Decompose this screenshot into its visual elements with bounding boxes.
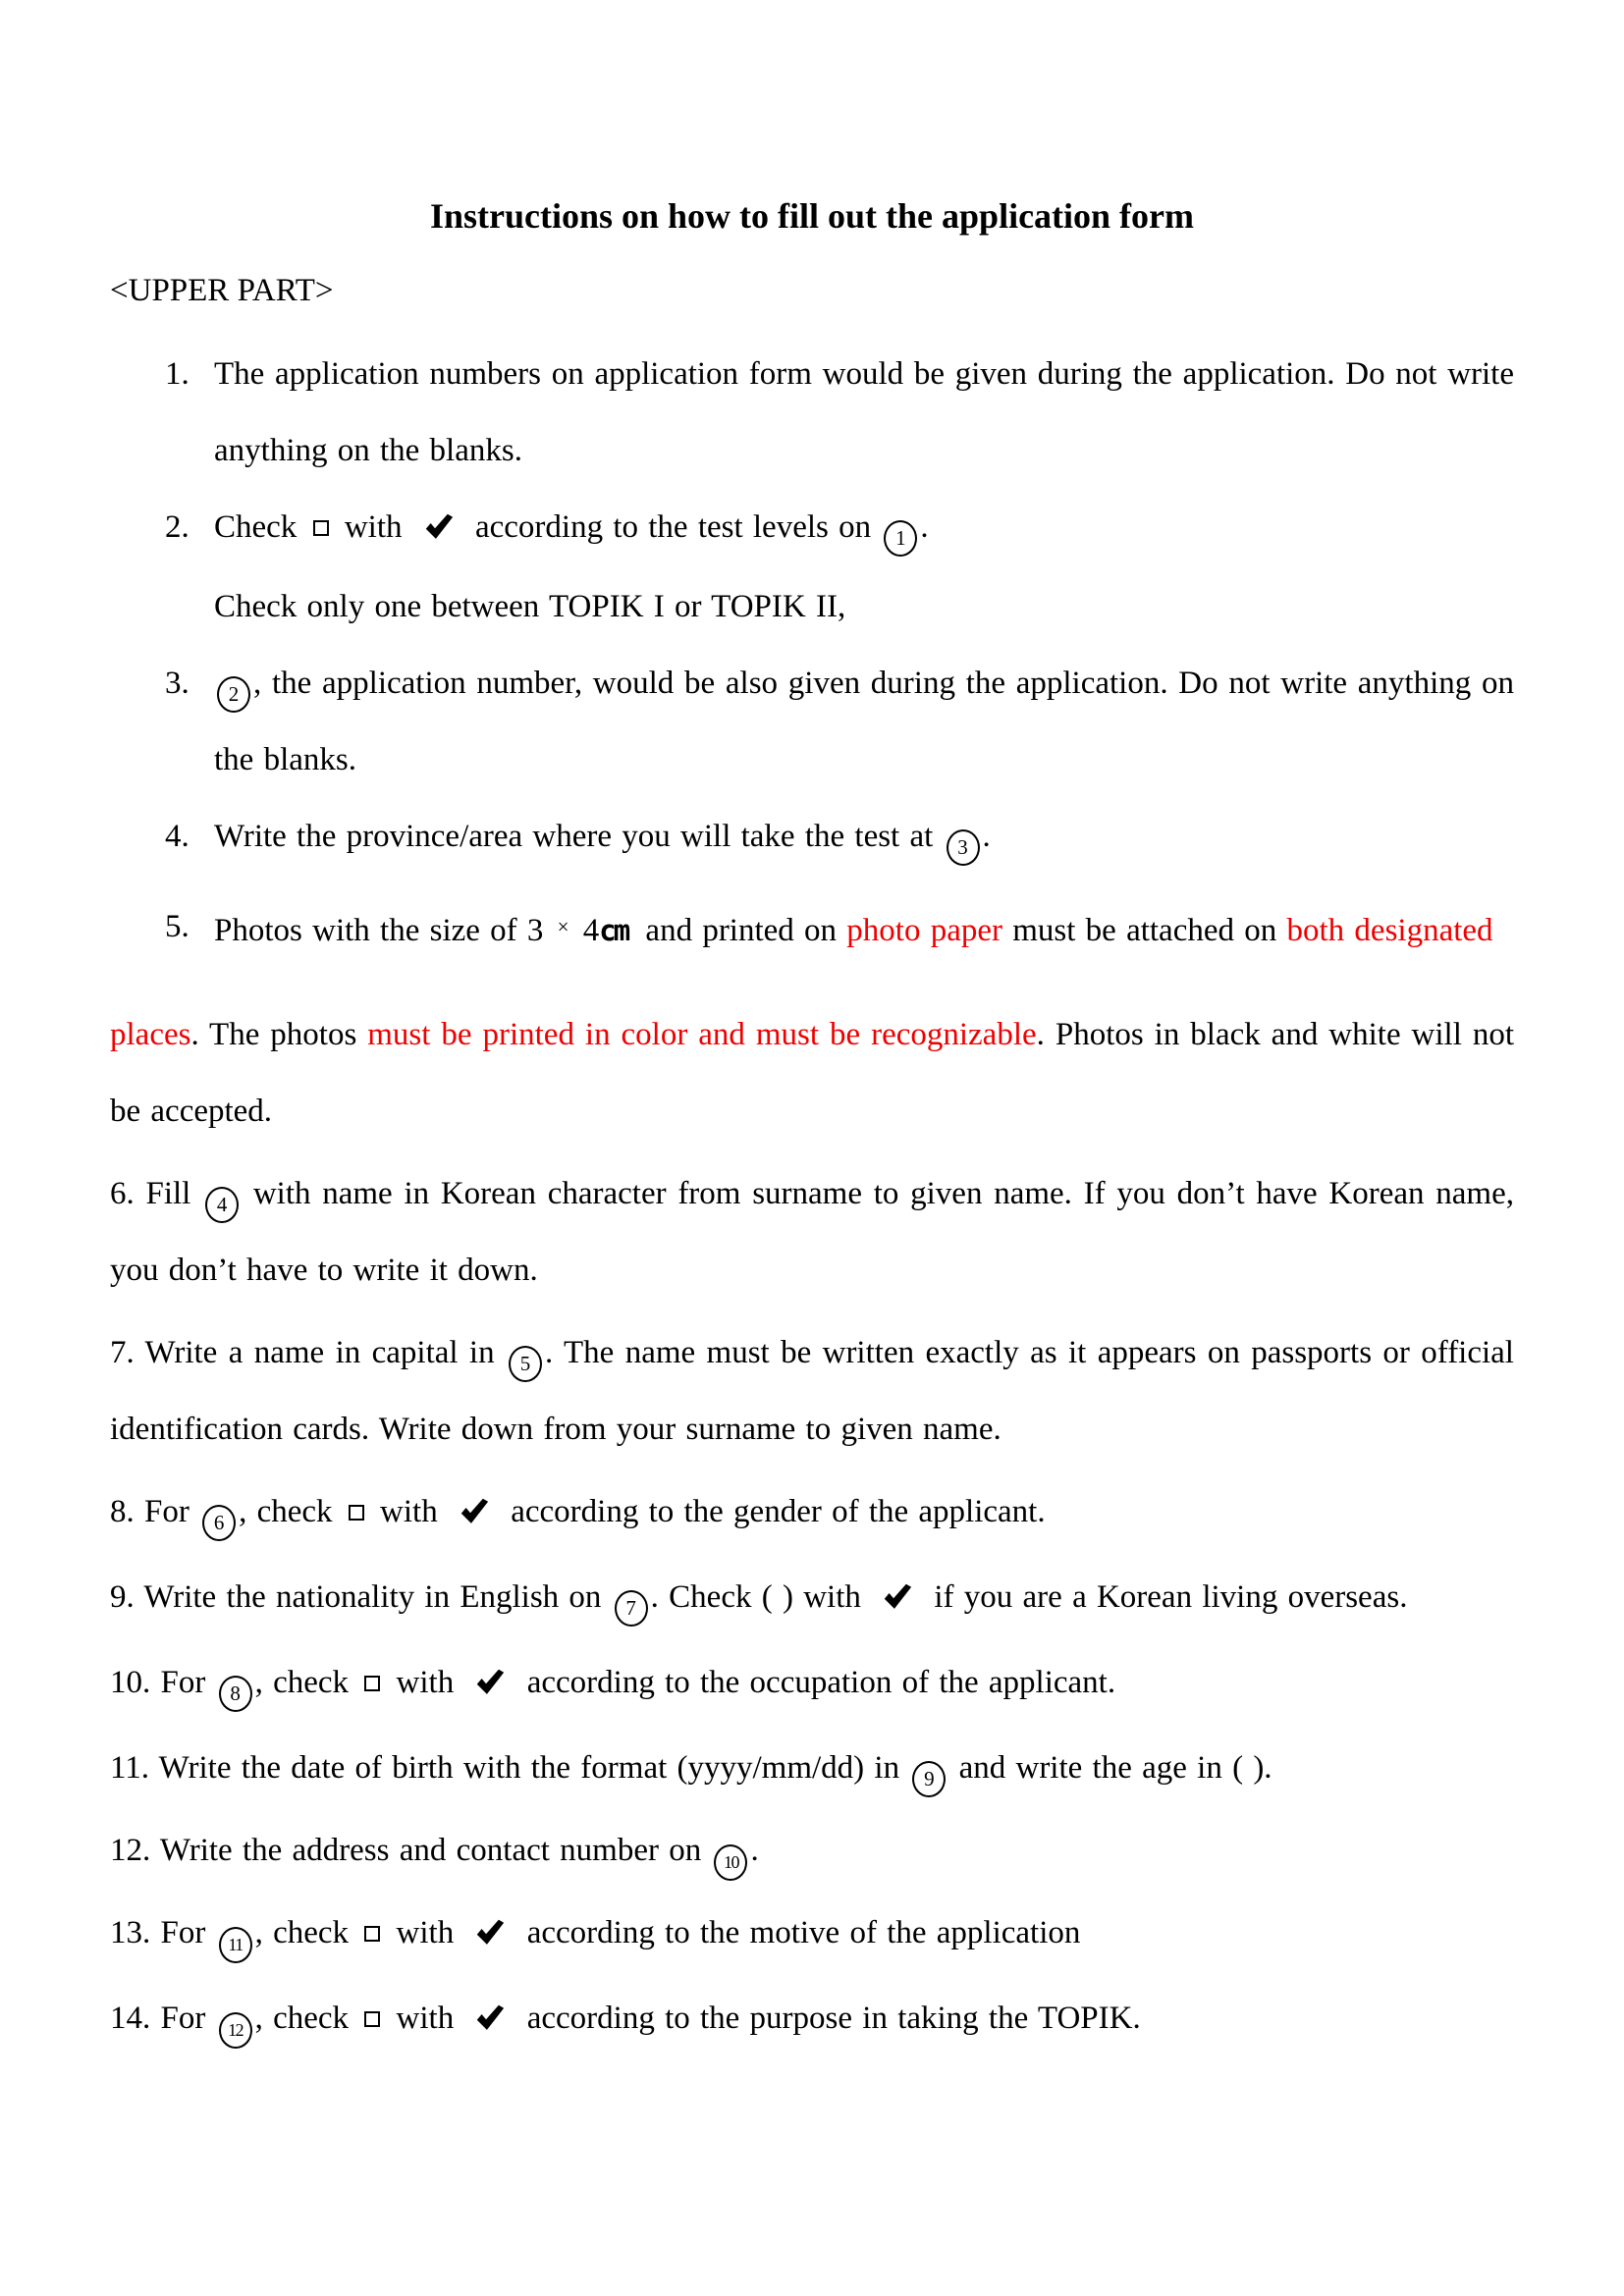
- circled-number-8: 8: [219, 1676, 252, 1712]
- text-run: The application numbers on application form would be given during the application. Do not write anything on the blanks.: [214, 356, 1514, 468]
- text-run: .: [920, 509, 929, 545]
- circled-number-5: 5: [509, 1346, 542, 1382]
- text-run: 13. For: [110, 1915, 216, 1950]
- text-run: according to the occupation of the applicant.: [516, 1665, 1116, 1700]
- text-run: 12. Write the address and contact number on: [110, 1833, 712, 1868]
- instruction-item-14: [110, 1980, 1514, 2059]
- instructions-body: [110, 336, 1514, 2059]
- list-marker: 2.: [165, 509, 189, 545]
- instruction-item-9: [110, 1559, 1514, 1638]
- list-marker: 3.: [165, 666, 189, 701]
- text-run: . Photos in black and white will not be accepted.: [110, 1017, 1514, 1129]
- text-run: with: [386, 1915, 464, 1950]
- text-run: according to the motive of the application: [516, 1915, 1081, 1950]
- text-run: Check only one between TOPIK I or TOPIK II,: [214, 589, 846, 624]
- text-run: and write the age in ( ).: [948, 1750, 1272, 1786]
- text-run: with: [369, 1494, 448, 1529]
- text-run: with: [386, 1665, 464, 1700]
- text-run: 7. Write a name in capital in: [110, 1335, 506, 1370]
- text-run: , check: [254, 2001, 359, 2036]
- text-run: if you are a Korean living overseas.: [924, 1579, 1408, 1615]
- text-run: and printed on: [635, 913, 847, 948]
- circled-number-3: 3: [947, 829, 980, 866]
- circled-number-12: 12: [219, 2012, 252, 2049]
- unit-cm: cm: [599, 914, 628, 947]
- circled-number-1: 1: [884, 520, 917, 557]
- text-run: according to the gender of the applicant.: [500, 1494, 1046, 1529]
- text-run: according to the test levels on: [464, 509, 882, 545]
- text-run: Write the province/area where you will take the test at: [214, 819, 944, 854]
- highlighted-text: both designated: [1286, 913, 1493, 948]
- check-icon: [475, 1647, 505, 1724]
- instruction-item-3: [110, 645, 1514, 798]
- text-run: 11. Write the date of birth with the format (yyyy/mm/dd) in: [110, 1750, 910, 1786]
- text-run: Photos with the size of 3: [214, 913, 554, 948]
- text-run: . The photos: [190, 1017, 368, 1052]
- text-run: . Check ( ) with: [650, 1579, 872, 1615]
- circled-number-7: 7: [615, 1590, 648, 1627]
- list-marker: 1.: [165, 356, 189, 392]
- check-icon: [460, 1476, 489, 1553]
- check-icon: [424, 492, 454, 568]
- instruction-item-2: [110, 489, 1514, 645]
- multiplication-sign: ×: [557, 915, 569, 938]
- instruction-item-10: [110, 1644, 1514, 1724]
- instruction-item-4: [110, 798, 1514, 875]
- text-run: 6. Fill: [110, 1176, 203, 1211]
- list-marker: 4.: [165, 819, 189, 854]
- text-run: with name in Korean character from surname to given name. If you don’t have Korean name, you don’t have to write it down.: [110, 1176, 1514, 1288]
- text-run: according to the purpose in taking the TOPIK.: [516, 2001, 1141, 2036]
- circled-number-11: 11: [219, 1927, 252, 1963]
- text-run: , the application number, would be also given during the application. Do not write anything on the blanks.: [214, 666, 1514, 777]
- instruction-item-12: [110, 1812, 1514, 1889]
- page-title: Instructions on how to fill out the application form: [429, 196, 1195, 236]
- section-label: <UPPER PART>: [110, 273, 334, 308]
- highlighted-text: places: [110, 1017, 191, 1052]
- check-icon: [475, 1983, 505, 2059]
- text-run: with: [334, 509, 412, 545]
- highlighted-text: must be printed in color and must be recognizable: [367, 1017, 1037, 1052]
- checkbox-icon: [364, 1926, 380, 1942]
- highlighted-text: photo paper: [846, 913, 1002, 948]
- text-run: 8. For: [110, 1494, 200, 1529]
- text-run: .: [750, 1833, 759, 1868]
- text-run: 14. For: [110, 2001, 216, 2036]
- text-run: Check: [214, 509, 307, 545]
- text-run: , check: [254, 1915, 359, 1950]
- circled-number-6: 6: [202, 1505, 236, 1541]
- instruction-item-6: [110, 1155, 1514, 1308]
- instruction-item-8: [110, 1473, 1514, 1553]
- check-icon: [883, 1562, 912, 1638]
- instruction-item-5-continued: [110, 996, 1514, 1149]
- text-run: must be attached on: [1002, 913, 1287, 948]
- circled-number-2: 2: [217, 676, 250, 713]
- checkbox-icon: [349, 1505, 364, 1521]
- checkbox-icon: [364, 1676, 380, 1691]
- text-run: . The name must be written exactly as it appears on passports or official identification cards. Write down from your surname to given name.: [110, 1335, 1514, 1447]
- circled-number-9: 9: [912, 1761, 946, 1797]
- instruction-item-5: [110, 888, 1514, 969]
- text-run: , check: [239, 1494, 343, 1529]
- text-run: with: [386, 2001, 464, 2036]
- list-marker: 5.: [165, 909, 189, 944]
- text-run: 4: [572, 913, 600, 948]
- check-icon: [475, 1897, 505, 1974]
- text-run: 9. Write the nationality in English on: [110, 1579, 612, 1615]
- instruction-item-13: [110, 1895, 1514, 1974]
- instruction-item-1: [110, 336, 1514, 489]
- circled-number-10: 10: [714, 1844, 747, 1881]
- text-run: , check: [254, 1665, 359, 1700]
- checkbox-icon: [313, 520, 329, 536]
- instruction-item-7: [110, 1314, 1514, 1468]
- circled-number-4: 4: [205, 1187, 239, 1223]
- checkbox-icon: [364, 2011, 380, 2027]
- text-run: 10. For: [110, 1665, 216, 1700]
- text-run: .: [982, 819, 991, 854]
- instruction-item-11: [110, 1730, 1514, 1806]
